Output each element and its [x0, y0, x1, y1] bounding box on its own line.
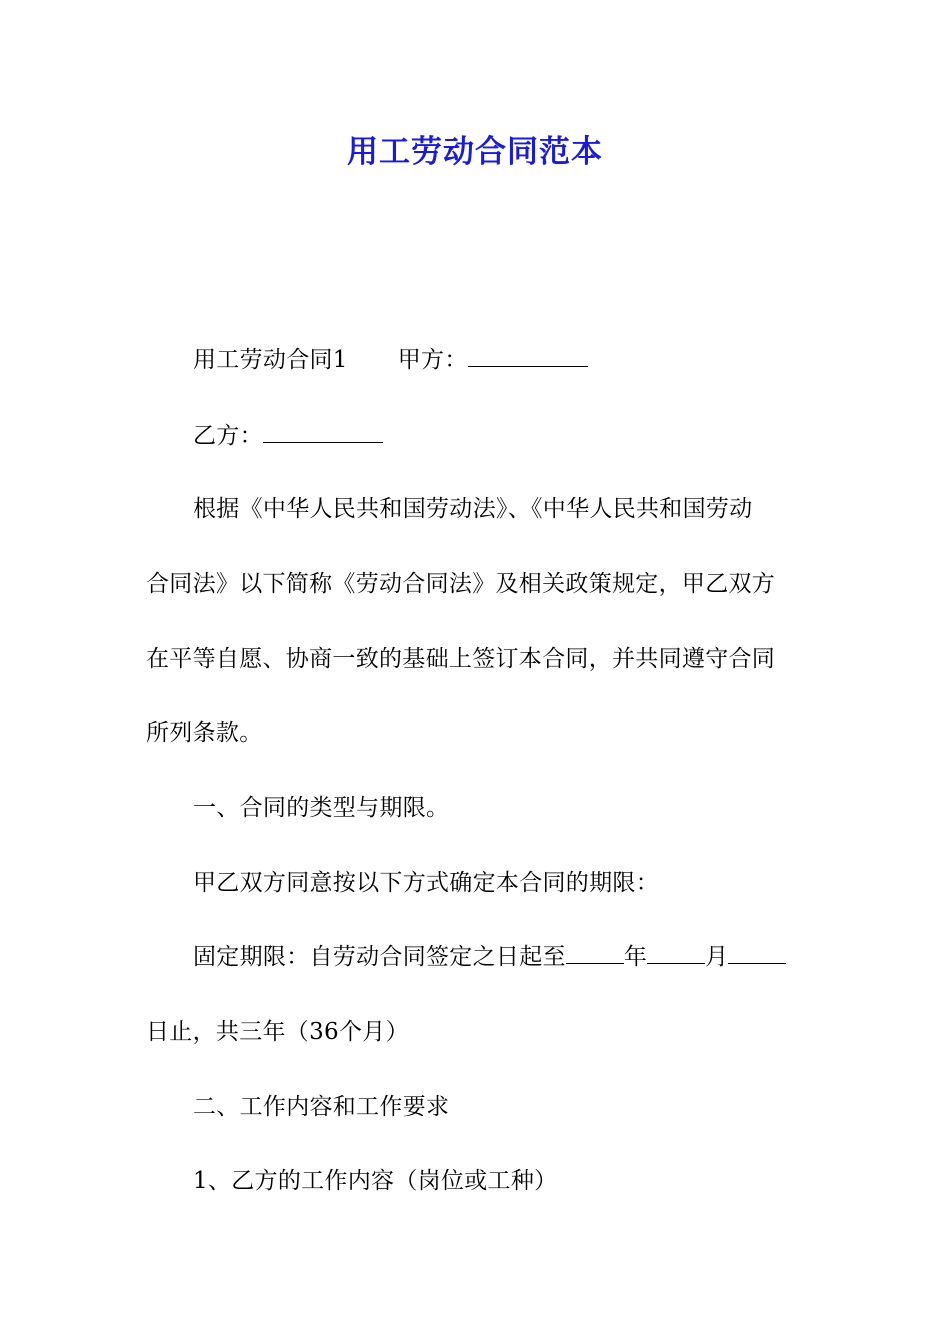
term-year-label: 年: [623, 944, 648, 970]
party-b-label: 乙方：: [193, 423, 263, 449]
contract-label: 用工劳动合同1: [193, 347, 348, 373]
section1-text: 甲乙双方同意按以下方式确定本合同的期限：: [193, 870, 659, 896]
term-month-blank: [647, 937, 705, 964]
heading-line: [193, 340, 588, 380]
intro-line-3: 在平等自愿、协商一致的基础上签订本合同，并共同遵守合同: [146, 646, 776, 672]
document-title: 用工劳动合同范本: [347, 134, 603, 170]
term-prefix: 固定期限：自劳动合同签定之日起至: [193, 944, 566, 970]
term-year-blank: [566, 937, 624, 964]
term-day-blank: [728, 937, 786, 964]
intro-line-1: 根据《中华人民共和国劳动法》、《中华人民共和国劳动: [193, 496, 753, 522]
party-a-label: 甲方：: [397, 347, 468, 373]
term-line: [193, 937, 786, 977]
party-b-line: [193, 416, 383, 456]
party-a-blank: [468, 340, 588, 367]
section2-title: 二、工作内容和工作要求: [193, 1094, 450, 1120]
party-b-blank: [263, 416, 383, 443]
term-continuation: 日止，共三年（36个月）: [146, 1019, 409, 1045]
section1-title: 一、合同的类型与期限。: [193, 795, 450, 821]
intro-line-4: 所列条款。: [146, 720, 263, 746]
term-month-label: 月: [705, 944, 729, 970]
intro-line-2: 合同法》以下简称《劳动合同法》及相关政策规定，甲乙双方: [146, 571, 776, 597]
item-1: 1、乙方的工作内容（岗位或工种）: [193, 1168, 558, 1194]
